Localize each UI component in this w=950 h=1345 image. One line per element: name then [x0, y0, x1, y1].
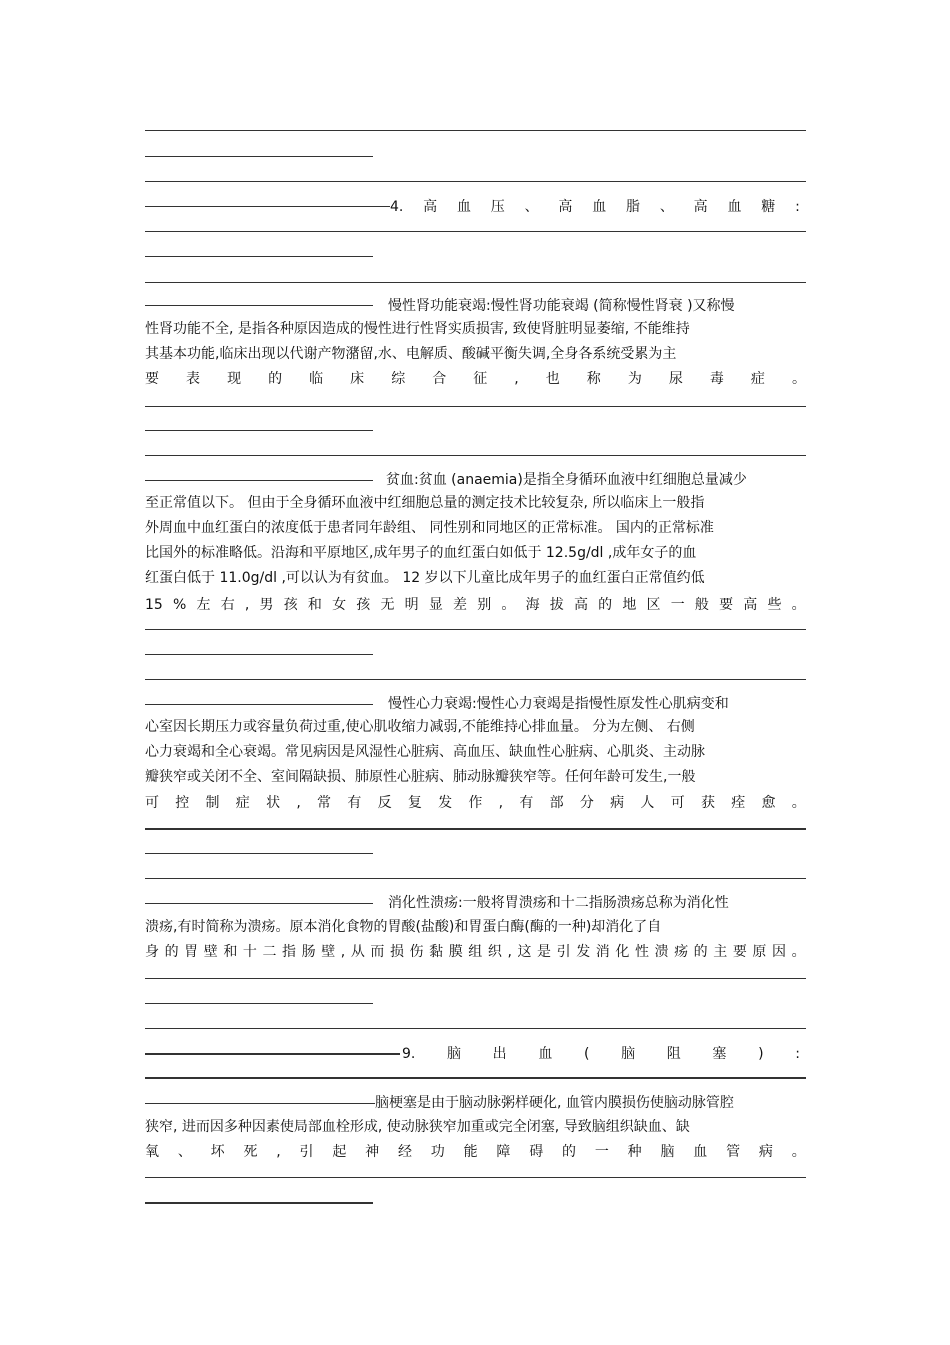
char: 胃	[184, 944, 199, 960]
rule	[145, 828, 806, 830]
char: 主	[713, 944, 728, 960]
char: 临	[309, 371, 324, 387]
char: 壁	[321, 944, 336, 960]
char: 为	[627, 371, 642, 387]
rule	[145, 654, 373, 655]
rule	[145, 282, 806, 283]
char: 差	[453, 597, 468, 613]
char: %	[173, 597, 187, 613]
rule	[145, 853, 373, 854]
char: 能	[463, 1144, 478, 1160]
char: 称	[586, 371, 601, 387]
section-6-line: 贫血:贫血 (anaemia)是指全身循环血液中红细胞总量减少	[386, 472, 747, 488]
char: 身	[145, 944, 159, 960]
char: 种	[627, 1144, 642, 1160]
char: 制	[205, 795, 220, 811]
char: 获	[700, 795, 715, 811]
rule	[145, 406, 806, 407]
rule	[145, 181, 806, 182]
char: 控	[175, 795, 190, 811]
rule	[145, 903, 373, 904]
char: 女	[332, 597, 347, 613]
section-5-line: 慢性肾功能衰竭:慢性肾功能衰竭 (简称慢性肾衰 )又称慢	[388, 298, 735, 314]
char: 别	[477, 597, 492, 613]
heading-char: 塞	[712, 1046, 727, 1062]
char: 脑	[660, 1144, 675, 1160]
char: 般	[694, 597, 709, 613]
char: 右	[220, 597, 235, 613]
rule	[145, 878, 806, 879]
char: 孩	[283, 597, 298, 613]
heading-char: 阻	[666, 1046, 681, 1062]
rule	[145, 679, 806, 680]
heading-char: :	[795, 199, 800, 215]
char: 。	[501, 597, 516, 613]
char: 消	[595, 944, 610, 960]
rule	[145, 156, 373, 157]
char: 疡	[674, 944, 689, 960]
char: 症	[235, 795, 250, 811]
heading-char: 压	[490, 199, 505, 215]
char: 原	[752, 944, 767, 960]
char: 壁	[203, 944, 218, 960]
heading-char: 血	[727, 199, 742, 215]
char: 要	[732, 944, 747, 960]
heading-char: 脑	[621, 1046, 636, 1062]
rule	[145, 305, 373, 306]
char: 无	[380, 597, 395, 613]
char: 。	[791, 795, 806, 811]
char: 症	[750, 371, 765, 387]
char: 孩	[356, 597, 371, 613]
char: 起	[332, 1144, 347, 1160]
char: 死	[243, 1144, 258, 1160]
section-8-last-line	[145, 943, 806, 961]
heading-char: 脑	[447, 1046, 462, 1062]
heading-char: )	[758, 1046, 764, 1062]
heading-char: 出	[492, 1046, 507, 1062]
char: 的	[164, 944, 179, 960]
char: 海	[525, 597, 540, 613]
char: 可	[670, 795, 685, 811]
section-9-last-line	[145, 1143, 806, 1161]
char: 地	[622, 597, 637, 613]
section-7-line: 心力衰竭和全心衰竭。常见病因是风湿性心脏病、高血压、缺血性心脏病、心肌炎、主动脉	[145, 744, 705, 760]
heading-char: :	[795, 1046, 800, 1062]
rule	[145, 455, 806, 456]
heading-char: (	[583, 1046, 590, 1062]
char: 而	[370, 944, 385, 960]
char: 坏	[210, 1144, 225, 1160]
section-6-last-line	[145, 596, 806, 614]
section-8-line: 溃疡,有时简称为溃疡。原本消化食物的胃酸(盐酸)和胃蛋白酶(酶的一种)却消化了自	[145, 919, 662, 935]
char: 有	[519, 795, 534, 811]
char: 的	[598, 597, 613, 613]
char: 织	[487, 944, 502, 960]
char: 明	[404, 597, 419, 613]
char: 功	[430, 1144, 445, 1160]
char: 征	[473, 371, 488, 387]
char: 障	[496, 1144, 511, 1160]
heading-char: 、	[659, 199, 674, 215]
section-5-last-line	[145, 370, 806, 388]
char: 部	[549, 795, 564, 811]
heading-number: 9.	[402, 1046, 416, 1062]
section-9-line: 狭窄, 进而因多种因素使局部血栓形成, 使动脉狭窄加重或完全闭塞, 导致脑组织缺血、缺	[145, 1119, 690, 1135]
char: 膜	[448, 944, 463, 960]
char: 和	[223, 944, 238, 960]
heading-char: 糖	[761, 199, 776, 215]
char: 化	[615, 944, 630, 960]
section-5-line: 性肾功能不全, 是指各种原因造成的慢性进行性肾实质损害, 致使肾脏明显萎缩, 不能维持	[145, 321, 690, 337]
char: 。	[791, 597, 806, 613]
char: 黏	[429, 944, 444, 960]
char: 显	[428, 597, 443, 613]
char: 左	[196, 597, 211, 613]
char: ,	[498, 795, 504, 811]
char: 组	[468, 944, 483, 960]
section-5-line: 其基本功能,临床出现以代谢产物潴留,水、电解质、酸碱平衡失调,全身各系统受累为主	[145, 346, 677, 362]
rule	[145, 978, 806, 979]
section-9-heading	[402, 1045, 800, 1063]
char: 病	[610, 795, 625, 811]
char: 复	[407, 795, 422, 811]
char: 和	[307, 597, 322, 613]
heading-char: 血	[592, 199, 607, 215]
char: 男	[259, 597, 274, 613]
char: 的	[268, 371, 283, 387]
rule	[145, 1202, 373, 1204]
section-8-line: 消化性溃疡:一般将胃溃疡和十二指肠溃疡总称为消化性	[388, 895, 729, 911]
char: 氧	[145, 1144, 159, 1160]
section-6-line: 外周血中血红蛋白的浓度低于患者同年龄组、 同性别和同地区的正常标准。 国内的正常标准	[145, 520, 714, 536]
char: 一	[670, 597, 685, 613]
char: 伤	[409, 944, 424, 960]
rule	[145, 629, 806, 630]
heading-char: 血	[538, 1046, 553, 1062]
char: 常	[317, 795, 332, 811]
rule	[145, 1003, 373, 1004]
char: 床	[350, 371, 365, 387]
char: 经	[397, 1144, 412, 1160]
char: 表	[186, 371, 201, 387]
char: 损	[389, 944, 404, 960]
char: 发	[576, 944, 591, 960]
char: 可	[145, 795, 159, 811]
section-7-last-line	[145, 794, 806, 812]
char: 反	[377, 795, 392, 811]
char: 二	[262, 944, 277, 960]
rule	[145, 1103, 375, 1104]
char: 从	[350, 944, 365, 960]
heading-char: 高	[423, 199, 438, 215]
char: 管	[726, 1144, 741, 1160]
rule	[145, 1053, 400, 1055]
rule	[145, 206, 390, 207]
section-7-line: 心室因长期压力或容量负荷过重,使心肌收缩力减弱,不能维持心排血量。 分为左侧、 右侧	[145, 719, 695, 735]
char: 神	[365, 1144, 380, 1160]
char: 是	[537, 944, 552, 960]
char: 有	[347, 795, 362, 811]
rule	[145, 1028, 806, 1029]
char: 分	[579, 795, 594, 811]
section-7-line: 慢性心力衰竭:慢性心力衰竭是指慢性原发性心肌病变和	[388, 696, 729, 712]
section-6-line: 至正常值以下。 但由于全身循环血液中红细胞总量的测定技术比较复杂, 所以临床上一般指	[145, 495, 705, 511]
char: 高	[573, 597, 588, 613]
rule	[145, 704, 373, 705]
char: 拔	[549, 597, 564, 613]
char: 状	[266, 795, 281, 811]
char: 。	[791, 371, 806, 387]
rule	[145, 231, 806, 232]
char: 、	[177, 1144, 192, 1160]
char: ,	[507, 944, 512, 960]
heading-char: 脂	[626, 199, 641, 215]
char: 。	[791, 944, 806, 960]
char: 。	[791, 1144, 806, 1160]
rule	[145, 1077, 806, 1079]
char: ,	[340, 944, 346, 960]
char: 尿	[668, 371, 683, 387]
char: 引	[556, 944, 571, 960]
section-6-line: 红蛋白低于 11.0g/dl ,可以认为有贫血。 12 岁以下儿童比成年男子的血红蛋白正常值约低	[145, 570, 705, 586]
rule	[145, 130, 806, 131]
char: 痊	[731, 795, 746, 811]
char: ,	[514, 371, 519, 387]
char: ,	[296, 795, 301, 811]
char: 十	[242, 944, 257, 960]
rule	[145, 256, 373, 257]
char: 要	[145, 371, 159, 387]
section-9-line: 脑梗塞是由于脑动脉粥样硬化, 血管内膜损伤使脑动脉管腔	[375, 1095, 734, 1111]
char: 肠	[301, 944, 316, 960]
char: 性	[634, 944, 649, 960]
char: 愈	[761, 795, 776, 811]
char: 的	[693, 944, 708, 960]
char: 发	[438, 795, 453, 811]
char: 高	[743, 597, 758, 613]
char: 毒	[709, 371, 724, 387]
heading-char: 高	[558, 199, 573, 215]
char: 引	[299, 1144, 314, 1160]
char: ,	[244, 597, 250, 613]
char: 碍	[529, 1144, 544, 1160]
char: 病	[758, 1144, 773, 1160]
char: 现	[227, 371, 242, 387]
char: 指	[282, 944, 297, 960]
char: 要	[719, 597, 734, 613]
heading-char: 、	[524, 199, 539, 215]
char: 溃	[654, 944, 669, 960]
char: 这	[517, 944, 532, 960]
heading-char: 血	[456, 199, 471, 215]
char: 的	[562, 1144, 577, 1160]
char: 合	[432, 371, 447, 387]
rule	[145, 430, 373, 431]
char: 也	[545, 371, 560, 387]
heading-number: 4.	[390, 199, 404, 215]
rule	[145, 1177, 806, 1178]
char: 综	[391, 371, 406, 387]
char: 血	[693, 1144, 708, 1160]
rule	[145, 480, 373, 481]
char: 因	[771, 944, 786, 960]
char: 些	[767, 597, 782, 613]
char: ,	[276, 1144, 281, 1160]
section-6-line: 比国外的标准略低。沿海和平原地区,成年男子的血红蛋白如低于 12.5g/dl ,成年女子的血	[145, 545, 697, 561]
char: 区	[646, 597, 661, 613]
section-4-heading	[390, 198, 800, 216]
char: 一	[594, 1144, 609, 1160]
char: 人	[640, 795, 655, 811]
char: 15	[145, 597, 163, 613]
section-7-line: 瓣狭窄或关闭不全、室间隔缺损、肺原性心脏病、肺动脉瓣狭窄等。任何年龄可发生,一般	[145, 769, 696, 785]
heading-char: 高	[693, 199, 708, 215]
char: 作	[468, 795, 483, 811]
